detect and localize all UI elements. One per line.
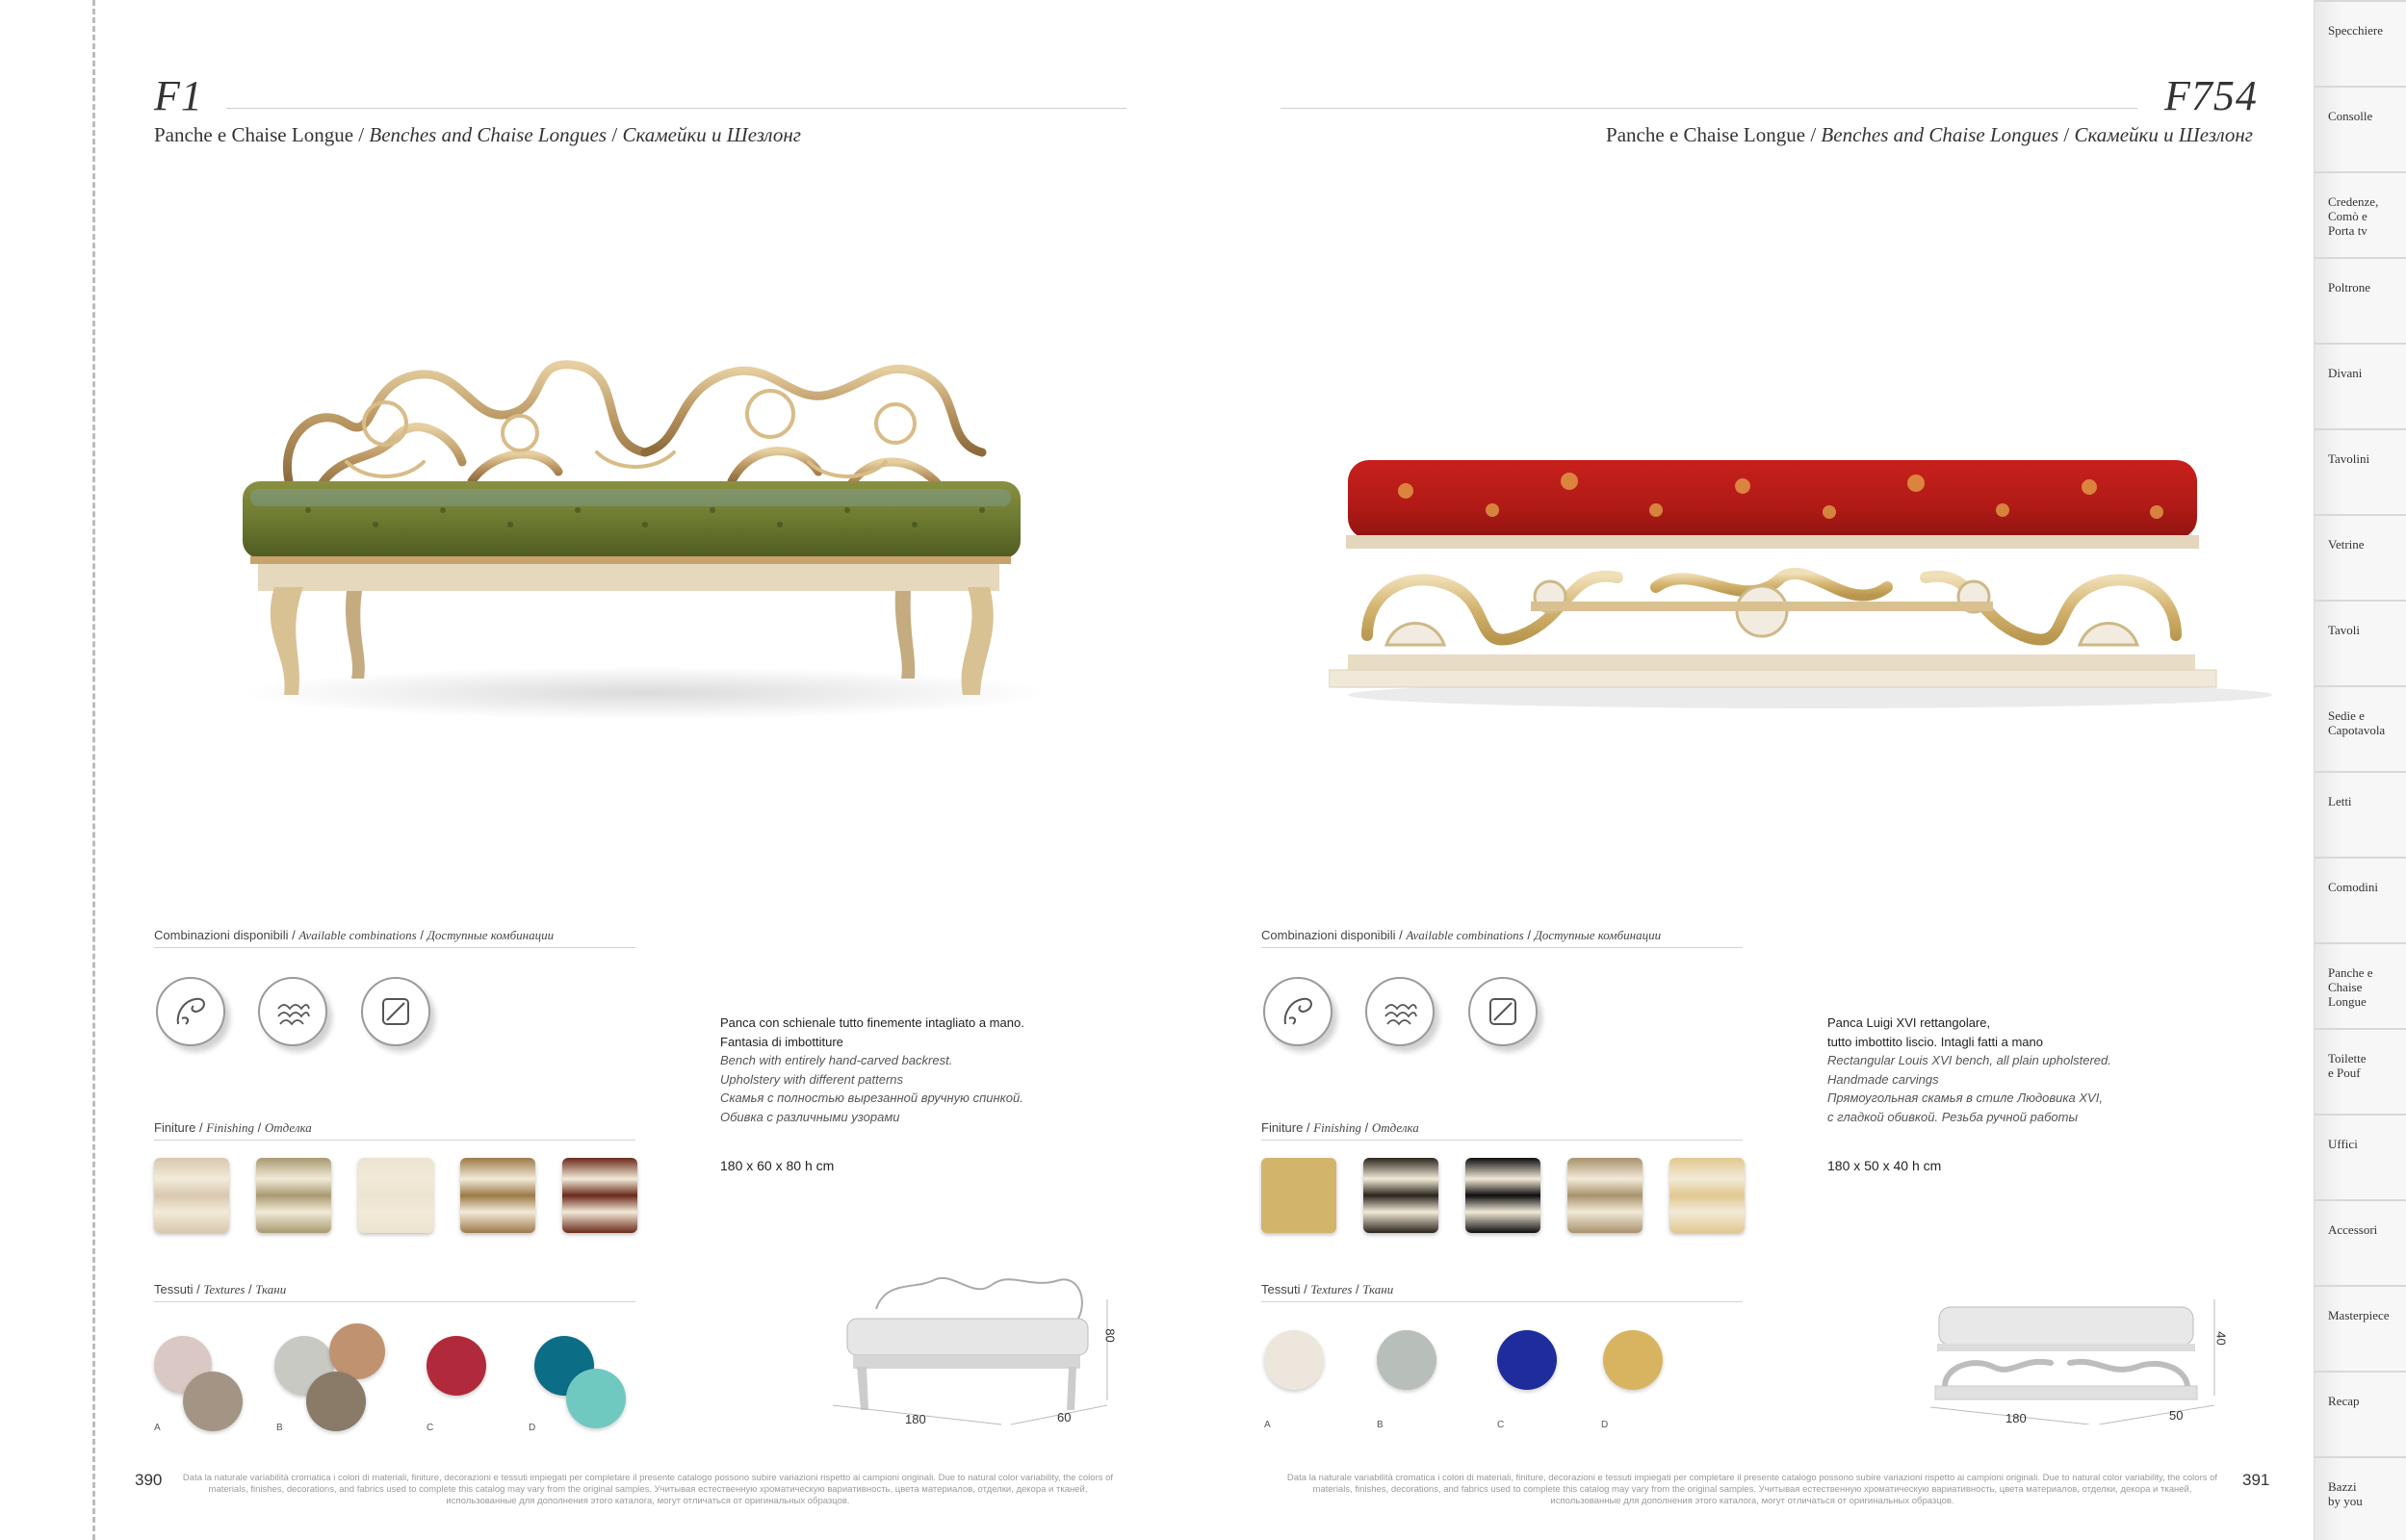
category-tab-label: Credenze, Comò e Porta tv (2328, 194, 2379, 238)
category-tab[interactable] (2315, 857, 2406, 942)
section-rule (154, 1301, 635, 1302)
f1-dimension-drawing (828, 1270, 1136, 1434)
category-tab-label: Bazzi by you (2328, 1479, 2363, 1508)
category-tab[interactable] (2315, 1285, 2406, 1371)
category-tab-label: Letti (2328, 794, 2352, 808)
subtitle-it: Panche e Chaise Longue (154, 123, 354, 146)
fabric-swatch (1603, 1330, 1663, 1390)
fabric-label: A (154, 1423, 161, 1433)
textures-title: Tessuti / Textures / Ткани (1261, 1282, 1394, 1296)
plain-fabric-icon (1468, 977, 1538, 1046)
f754-dimension-drawing (1926, 1290, 2234, 1424)
fabric-b3 (306, 1372, 366, 1431)
finish-swatch (358, 1158, 433, 1233)
category-tab[interactable] (2315, 942, 2406, 1028)
category-tab[interactable] (2315, 514, 2406, 600)
color-disclaimer: Data la naturale variabilità cromatica i colori di materiali, finiture, decorazioni e tessuti impiegati per completare il presente catalogo possono subire variazioni rispetto ai campioni originali. Due to natural color variability, the colors of materials, finishes, decorations, and fabrics used to complete this catalog may vary from the original samples. Учитывая естественную хроматическую вариативность, цвета материалов, отделки, декора и тканей, использованные для дополнения этого каталога, могут отличаться от оригинальных образцов. (182, 1473, 1114, 1506)
finishes-title: Finiture / Finishing / Отделка (154, 1120, 312, 1135)
subtitle-ru: Скамейки и Шезлонг (622, 123, 801, 146)
category-tab-label: Sedie e Capotavola (2328, 708, 2386, 737)
category-tab[interactable] (2315, 1028, 2406, 1114)
dim-width: 180 (2005, 1411, 2027, 1425)
carving-icon (156, 977, 225, 1046)
category-tab[interactable] (2315, 1456, 2406, 1540)
page-number: 390 (135, 1471, 163, 1489)
header-rule (1281, 108, 2137, 109)
color-disclaimer: Data la naturale variabilità cromatica i colori di materiali, finiture, decorazioni e tessuti impiegati per completare il presente catalogo possono subire variazioni rispetto ai campioni originali. Due to natural color variability, the colors of materials, finishes, decorations, and fabrics used to complete this catalog may vary from the original samples. Учитывая естественную хроматическую вариативность, цвета материалов, отделки, декора и тканей, использованные для дополнения этого каталога, могут отличаться от оригинальных образцов. (1286, 1473, 2218, 1506)
fabric-swatch (1497, 1330, 1557, 1390)
category-tab-label: Divani (2328, 366, 2363, 380)
section-rule (1261, 1301, 1743, 1302)
category-tab[interactable] (2315, 1199, 2406, 1285)
category-tab-strip (2314, 0, 2406, 1540)
fabric-label: C (1497, 1420, 1505, 1430)
upholstery-pattern-icon (258, 977, 327, 1046)
f754-bench-image (1329, 443, 2291, 712)
carving-icon (1263, 977, 1332, 1046)
f1-bench-image (231, 346, 1049, 722)
finish-swatch (562, 1158, 637, 1233)
category-subtitle: Panche e Chaise Longue / Benches and Chaise Longues / Скамейки и Шезлонг (1606, 123, 2253, 146)
category-tab-label: Poltrone (2328, 280, 2371, 295)
category-tab-label: Recap (2328, 1394, 2360, 1408)
fabric-swatch (1264, 1330, 1324, 1390)
category-tab[interactable] (2315, 171, 2406, 257)
header-rule (226, 108, 1126, 109)
section-rule (154, 947, 635, 948)
category-tab-label: Vetrine (2328, 537, 2365, 552)
binding-dashed-line (92, 0, 95, 1540)
product-description: Panca con schienale tutto finemente intagliato a mano. Fantasia di imbottiture Bench with entirely hand-carved backrest. Upholstery with different patterns Скамья с полностью вырезанной вручную спинкой. Обивка с различными узорами (720, 1015, 1024, 1124)
dim-width: 180 (905, 1412, 926, 1426)
category-tab-label: Tavolini (2328, 451, 2370, 466)
fabric-label: D (529, 1423, 536, 1433)
category-tab-label: Toilette e Pouf (2328, 1051, 2367, 1080)
finish-swatch (1567, 1158, 1643, 1233)
product-dimensions: 180 x 60 x 80 h cm (720, 1158, 835, 1173)
category-tab[interactable] (2315, 1371, 2406, 1456)
category-tab[interactable] (2315, 771, 2406, 857)
section-rule (1261, 1140, 1743, 1141)
fabric-swatch (1377, 1330, 1436, 1390)
category-tab[interactable] (2315, 685, 2406, 771)
section-rule (154, 1140, 635, 1141)
page-number: 391 (2242, 1471, 2270, 1489)
fabric-label: C (427, 1423, 434, 1433)
category-tab[interactable] (2315, 600, 2406, 685)
finish-swatch (1363, 1158, 1438, 1233)
product-code: F754 (2164, 72, 2258, 119)
finish-swatch (1465, 1158, 1540, 1233)
finish-swatch (154, 1158, 229, 1233)
textures-title: Tessuti / Textures / Ткани (154, 1282, 287, 1296)
category-tab[interactable] (2315, 1114, 2406, 1199)
finishes-title: Finiture / Finishing / Отделка (1261, 1120, 1419, 1135)
finish-swatch (1669, 1158, 1745, 1233)
section-rule (1261, 947, 1743, 948)
fabric-label: B (1377, 1420, 1384, 1430)
upholstery-pattern-icon (1365, 977, 1435, 1046)
product-code: F1 (154, 72, 203, 119)
fabric-d2 (566, 1369, 626, 1428)
category-tab-label: Panche e Chaise Longue (2328, 965, 2373, 1009)
product-dimensions: 180 x 50 x 40 h cm (1827, 1158, 1942, 1173)
category-tab[interactable] (2315, 343, 2406, 428)
category-tab-label: Comodini (2328, 880, 2379, 894)
dim-depth: 50 (2169, 1408, 2184, 1423)
dim-depth: 60 (1057, 1410, 1072, 1424)
category-tab-label: Masterpiece (2328, 1308, 2390, 1322)
finish-swatch (256, 1158, 331, 1233)
category-tab-label: Consolle (2328, 109, 2373, 123)
category-tab[interactable] (2315, 428, 2406, 514)
subtitle-en: Benches and Chaise Longues (369, 123, 608, 146)
category-tab-label: Tavoli (2328, 623, 2361, 637)
fabric-c (427, 1336, 486, 1396)
dim-height: 80 (1102, 1328, 1118, 1343)
plain-fabric-icon (361, 977, 430, 1046)
subtitle-separator: / (353, 123, 370, 146)
category-tab[interactable] (2315, 257, 2406, 343)
category-tab-label: Specchiere (2328, 23, 2384, 38)
fabric-label: A (1264, 1420, 1271, 1430)
fabric-label: B (276, 1423, 283, 1433)
subtitle-separator: / (607, 123, 623, 146)
finish-swatch (460, 1158, 535, 1233)
category-tab-label: Accessori (2328, 1222, 2378, 1237)
category-subtitle (154, 123, 801, 147)
category-tab-label: Uffici (2328, 1137, 2358, 1151)
finish-swatch (1261, 1158, 1336, 1233)
combinations-title: Combinazioni disponibili / Available combinations / Доступные комбинации (154, 928, 555, 942)
dim-height: 40 (2213, 1331, 2229, 1346)
category-tab[interactable] (2315, 86, 2406, 171)
category-tab[interactable] (2315, 0, 2406, 86)
fabric-a2 (183, 1372, 243, 1431)
product-description: Panca Luigi XVI rettangolare, tutto imbottito liscio. Intagli fatti a mano Rectangular Louis XVI bench, all plain upholstered. Handmade carvings Прямоугольная скамья в стиле Людовика XVI, с гладкой обивкой. Резьба ручной работы (1827, 1015, 2111, 1124)
combinations-title: Combinazioni disponibili / Available combinations / Доступные комбинации (1261, 928, 1662, 942)
fabric-label: D (1601, 1420, 1609, 1430)
